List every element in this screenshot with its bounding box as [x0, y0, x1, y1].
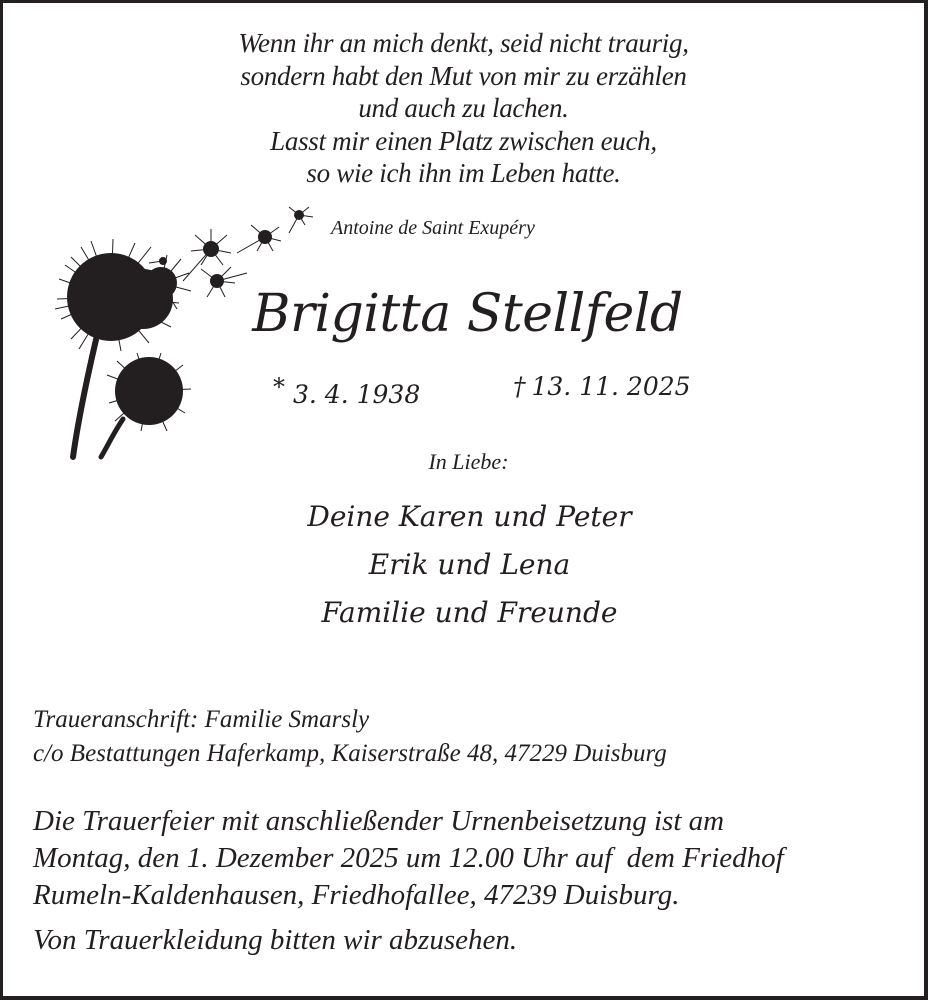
address-line: Traueranschrift: Familie Smarsly [33, 706, 370, 733]
mourner-line: Deine Karen und Peter [307, 500, 632, 533]
poem-line: Wenn ihr an mich denkt, seid nicht traurig, [238, 28, 689, 58]
mourner-line: Erik und Lena [368, 548, 571, 581]
ceremony-line: Die Trauerfeier mit anschließender Urnenbeisetzung ist am [33, 805, 725, 837]
ceremony-details [33, 803, 784, 914]
mourners-intro: In Liebe: [428, 449, 509, 474]
poem-line: und auch zu lachen. [358, 93, 569, 123]
poem-quote [3, 27, 924, 190]
death-cross-icon: † [513, 372, 526, 401]
ceremony-line: Montag, den 1. Dezember 2025 um 12.00 Uhr auf dem Friedhof [33, 842, 784, 874]
dress-code-note: Von Trauerkleidung bitten wir abzusehen. [33, 924, 518, 956]
address-line: c/o Bestattungen Haferkamp, Kaiserstraße 48, 47229 Duisburg [33, 740, 667, 767]
death-date-line [513, 369, 691, 405]
birth-star-icon: * [273, 373, 285, 401]
death-date: 13. 11. 2025 [531, 372, 691, 401]
birth-date: 3. 4. 1938 [293, 380, 421, 409]
poem-author: Antoine de Saint Exupéry [331, 217, 535, 239]
poem-line: so wie ich ihn im Leben hatte. [306, 158, 621, 188]
deceased-name: Brigitta Stellfeld [252, 284, 683, 344]
birth-date-line [273, 369, 420, 413]
mourning-address [33, 703, 667, 771]
mourners-list [3, 493, 924, 637]
poem-line: sondern habt den Mut von mir zu erzählen [240, 60, 687, 91]
poem-line: Lasst mir einen Platz zwischen euch, [270, 125, 657, 156]
mourner-line: Familie und Freunde [321, 596, 618, 629]
ceremony-line: Rumeln-Kaldenhausen, Friedhofallee, 47239 Duisburg. [33, 879, 680, 911]
